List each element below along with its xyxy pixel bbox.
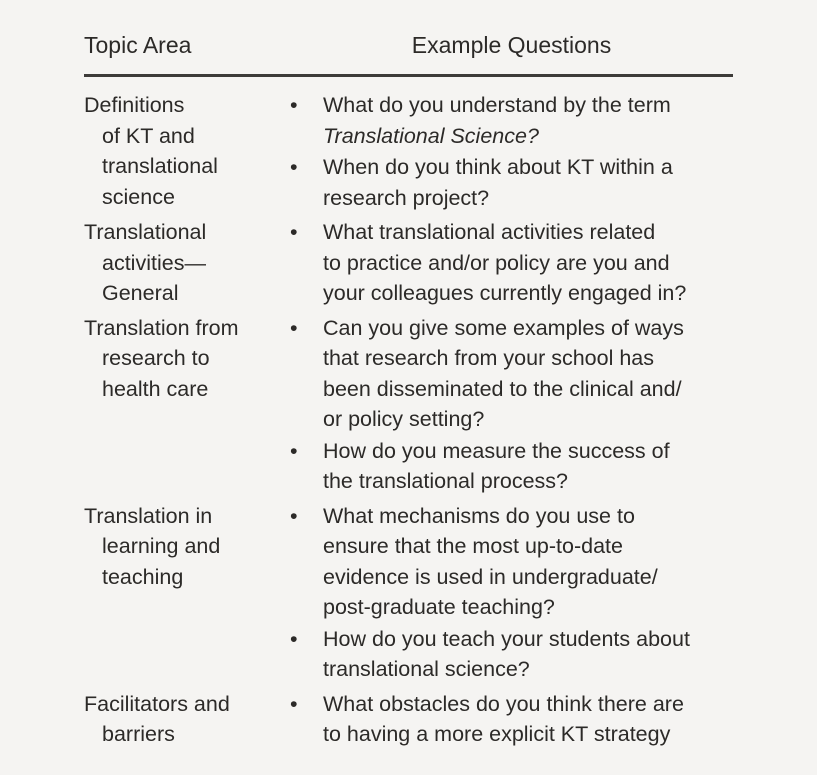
- question-item: [290, 689, 733, 750]
- question-text: [323, 313, 733, 435]
- question-line: been disseminated to the clinical and/: [323, 376, 682, 401]
- question-line: translational science?: [323, 657, 530, 681]
- table-row: [84, 501, 733, 685]
- question-text: [323, 217, 733, 309]
- topic-line: General: [102, 281, 179, 305]
- question-item: [290, 90, 733, 151]
- questions-cell: [290, 217, 733, 309]
- question-line: What do you understand by the term: [323, 93, 671, 117]
- questions-cell: [290, 90, 733, 213]
- topic-cell: [84, 689, 290, 750]
- question-text: [323, 90, 733, 151]
- question-line: or policy setting?: [323, 407, 485, 431]
- question-line: Can you give some examples of ways: [323, 315, 684, 340]
- question-line: your colleagues currently engaged in?: [323, 281, 687, 305]
- bullet-icon: •: [290, 503, 298, 528]
- question-text: [323, 624, 733, 685]
- question-item: [290, 624, 733, 685]
- bullet-icon: •: [290, 438, 298, 463]
- topic-line: Definitions: [84, 93, 185, 117]
- table-rows: [84, 77, 733, 750]
- topic-line: activities—: [102, 250, 206, 275]
- questions-cell: [290, 689, 733, 750]
- topic-line: translational: [102, 154, 218, 178]
- question-text: [323, 436, 733, 497]
- question-item: [290, 313, 733, 435]
- question-line: the translational process?: [323, 469, 569, 493]
- bullet-icon: •: [290, 315, 298, 340]
- question-text: [323, 152, 733, 213]
- topic-line: Translation in: [84, 503, 213, 528]
- questions-cell: [290, 501, 733, 685]
- column-header-example-questions: Example Questions: [411, 32, 612, 58]
- question-line: What translational activities related: [323, 220, 656, 244]
- topic-cell: [84, 501, 290, 593]
- question-item: [290, 152, 733, 213]
- table-header-row: [84, 30, 733, 77]
- column-header-topic-area: Topic Area: [84, 32, 192, 58]
- question-line: ensure that the most up-to-date: [323, 534, 623, 558]
- topic-line: research to: [102, 346, 210, 370]
- bullet-icon: •: [290, 626, 298, 651]
- question-text: [323, 501, 733, 623]
- question-text: [323, 689, 733, 750]
- bullet-icon: •: [290, 220, 298, 244]
- topic-line: teaching: [102, 564, 184, 589]
- question-line: to practice and/or policy are you and: [323, 250, 670, 275]
- question-line: When do you think about KT within a: [323, 155, 673, 179]
- topic-cell: [84, 313, 290, 405]
- table-row: [84, 313, 733, 497]
- bullet-icon: •: [290, 155, 298, 179]
- question-line: How do you measure the success of: [323, 438, 670, 463]
- question-line: post-graduate teaching?: [323, 595, 555, 619]
- bullet-icon: •: [290, 93, 298, 117]
- topic-line: science: [102, 184, 175, 209]
- question-line: What obstacles do you think there are: [323, 691, 684, 716]
- topic-line: learning and: [102, 534, 221, 558]
- topic-cell: [84, 90, 290, 212]
- topic-line: of KT and: [102, 123, 195, 148]
- topic-cell: [84, 217, 290, 309]
- questions-cell: [290, 313, 733, 497]
- question-line: that research from your school has: [323, 346, 655, 370]
- question-line: Translational Science?: [323, 123, 539, 148]
- topic-line: barriers: [102, 722, 175, 746]
- question-line: research project?: [323, 185, 490, 210]
- table-row: [84, 689, 733, 750]
- table-row: [84, 90, 733, 213]
- question-line: How do you teach your students about: [323, 626, 690, 651]
- question-item: [290, 217, 733, 309]
- question-line: evidence is used in undergraduate/: [323, 564, 658, 589]
- topic-line: Translational: [84, 220, 207, 244]
- question-line: to having a more explicit KT strategy: [323, 722, 671, 746]
- topic-line: health care: [102, 376, 209, 401]
- question-item: [290, 436, 733, 497]
- question-item: [290, 501, 733, 623]
- bullet-icon: •: [290, 691, 298, 716]
- topic-line: Translation from: [84, 315, 239, 340]
- topic-line: Facilitators and: [84, 691, 230, 716]
- question-line: What mechanisms do you use to: [323, 503, 635, 528]
- table-row: [84, 217, 733, 309]
